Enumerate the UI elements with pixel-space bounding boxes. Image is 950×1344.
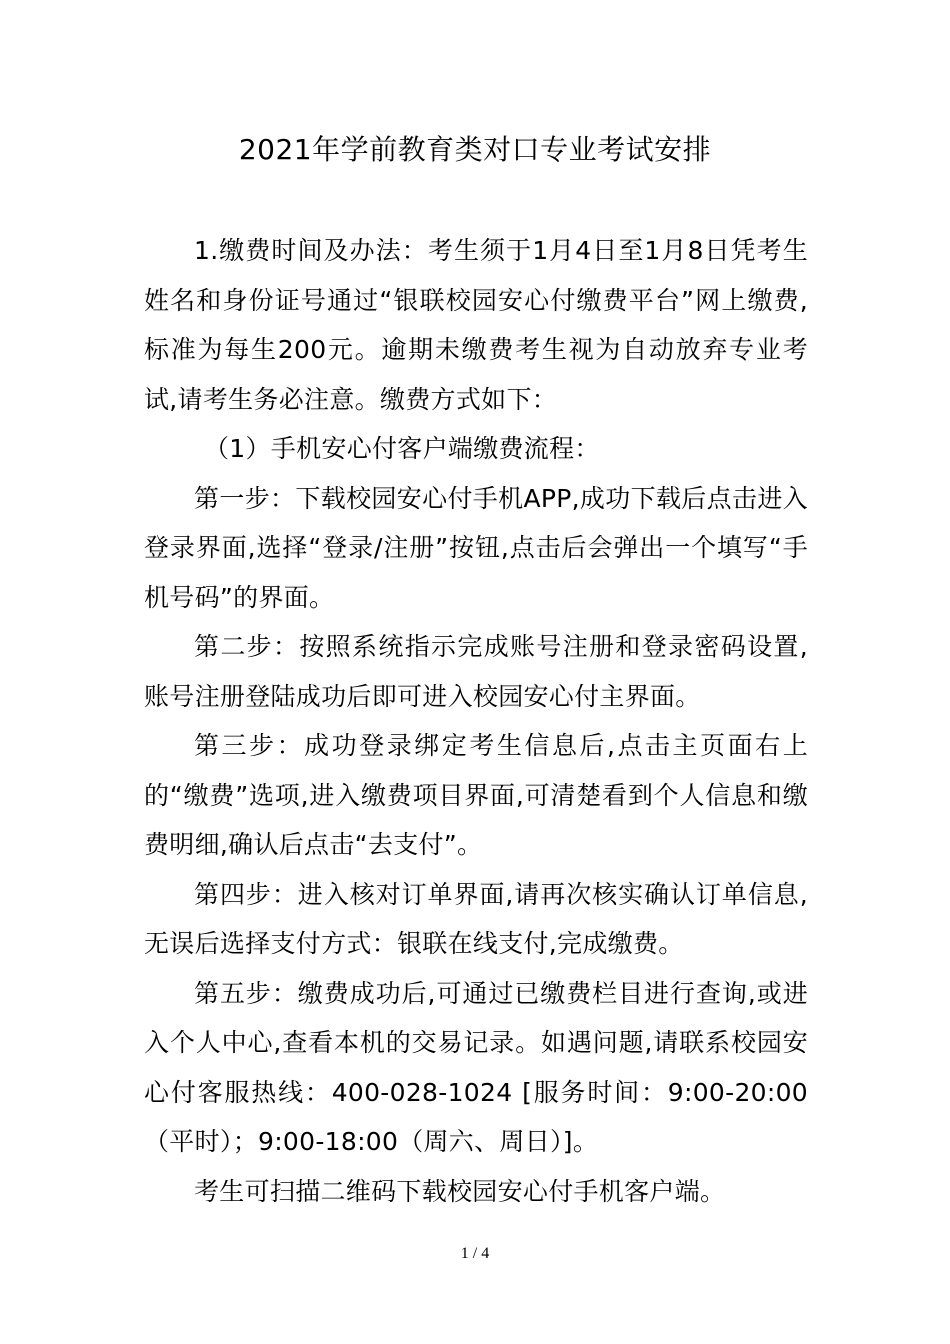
paragraph-step-5: 第五步：缴费成功后,可通过已缴费栏目进行查询,或进入个人中心,查看本机的交易记录。如遇问题,请联系校园安心付客服热线：400-028-1024 [服务时间：9:00-20:00（平时）；9:00-18:00（周六、周日）]。 (144, 978, 808, 1156)
paragraph-payment-method: 1.缴费时间及办法：考生须于1月4日至1月8日凭考生姓名和身份证号通过“银联校园安心付缴费平台”网上缴费,标准为每生200元。逾期未缴费考生视为自动放弃专业考试,请考生务必注意。缴费方式如下： (144, 236, 808, 414)
page-number: 1 / 4 (460, 1245, 490, 1262)
paragraph-step-3: 第三步：成功登录绑定考生信息后,点击主页面右上的“缴费”选项,进入缴费项目界面,可清楚看到个人信息和缴费明细,确认后点击“去支付”。 (144, 731, 808, 859)
paragraph-qr-download: 考生可扫描二维码下载校园安心付手机客户端。 (194, 1176, 726, 1206)
paragraph-step-1: 第一步：下载校园安心付手机APP,成功下载后点击进入登录界面,选择“登录/注册”按钮,点击后会弹出一个填写“手机号码”的界面。 (144, 483, 808, 612)
page-title: 2021年学前教育类对口专业考试安排 (238, 133, 712, 166)
paragraph-step-2: 第二步：按照系统指示完成账号注册和登录密码设置,账号注册登陆成功后即可进入校园安心付主界面。 (144, 632, 808, 711)
paragraph-mobile-flow-heading: （1）手机安心付客户端缴费流程： (204, 434, 600, 463)
paragraph-step-4: 第四步：进入核对订单界面,请再次核实确认订单信息,无误后选择支付方式：银联在线支付,完成缴费。 (144, 879, 808, 958)
document-body (144, 226, 808, 1216)
